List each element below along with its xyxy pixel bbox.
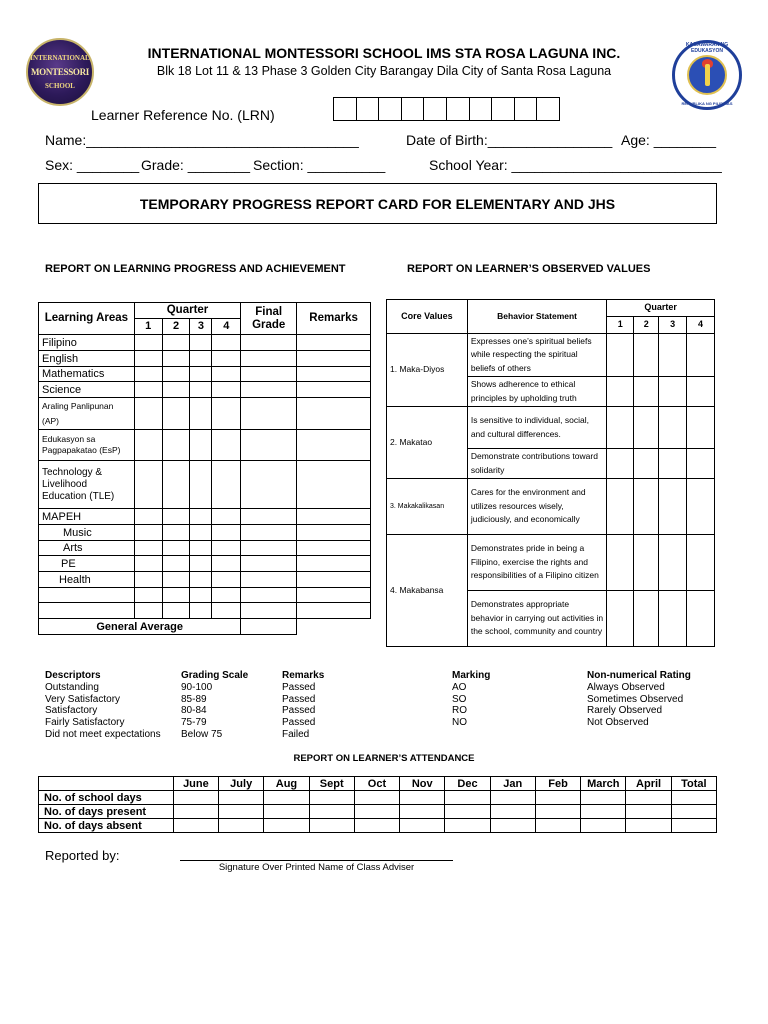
month-header: June (173, 777, 218, 791)
subject-mathematics: Mathematics (39, 367, 135, 382)
legend-item: RO (452, 705, 467, 717)
report-card-title: TEMPORARY PROGRESS REPORT CARD FOR ELEMENTARY AND JHS (38, 183, 717, 224)
general-average-label: General Average (39, 619, 241, 635)
values-q2-header: 2 (634, 317, 659, 334)
school-name: INTERNATIONAL MONTESSORI SCHOOL IMS STA ROSA LAGUNA INC. (147, 45, 621, 61)
school-days-row-label: No. of school days (39, 791, 174, 805)
age-field[interactable]: Age: ________ (621, 132, 716, 148)
month-header: Nov (400, 777, 445, 791)
marking-legend (452, 670, 490, 729)
legend-item: Fairly Satisfactory (45, 717, 125, 729)
school-logo (26, 38, 94, 106)
lrn-digit-box[interactable] (378, 97, 402, 121)
lrn-digit-box[interactable] (333, 97, 357, 121)
marking-header: Marking (452, 670, 491, 681)
subject-esp-line-2: Pagpapakatao (EsP) (42, 445, 121, 455)
non-numerical-header: Non-numerical Rating (587, 670, 691, 681)
observed-values-table (386, 299, 715, 647)
remarks-legend (282, 670, 324, 741)
legend-item: Not Observed (587, 717, 649, 729)
subject-pe: PE (39, 556, 135, 572)
subject-tle (39, 461, 135, 509)
lrn-digit-box[interactable] (401, 97, 425, 121)
legend-item: 75-79 (181, 717, 207, 729)
subject-health: Health (39, 572, 135, 588)
subject-tle-line-2: Livelihood (42, 478, 88, 490)
month-header: April (626, 777, 671, 791)
legend-item: SO (452, 693, 467, 705)
q4-header: 4 (212, 319, 241, 335)
remarks-header: Remarks (297, 303, 371, 335)
signature-line[interactable] (180, 860, 453, 861)
subject-tle-line-3: Education (TLE) (42, 490, 115, 502)
month-header: Sept (309, 777, 354, 791)
logo-text-line-2: MONTESSORI (30, 67, 89, 77)
q2-header: 2 (162, 319, 190, 335)
logo-text-line-1: INTERNATIONAL (30, 54, 90, 62)
lrn-digit-box[interactable] (446, 97, 470, 121)
behavior-statement: Cares for the environment and utilizes resources wisely, judiciously, and economically (467, 479, 607, 535)
lrn-digit-box[interactable] (491, 97, 515, 121)
deped-seal (672, 40, 742, 110)
subject-ap-line-2: (AP) (42, 415, 59, 426)
seal-top-text: KAGAWARAN NG EDUKASYON (685, 42, 729, 54)
lrn-digit-box[interactable] (423, 97, 447, 121)
lrn-digit-box[interactable] (469, 97, 493, 121)
month-header: Oct (354, 777, 399, 791)
seal-bottom-text: REPUBLIKA NG PILIPINAS (681, 101, 733, 106)
total-header: Total (671, 777, 716, 791)
values-q3-header: 3 (659, 317, 687, 334)
descriptors-legend (45, 670, 161, 741)
lrn-label: Learner Reference No. (LRN) (91, 107, 275, 123)
remarks-legend-header: Remarks (282, 670, 325, 681)
month-header: Feb (535, 777, 580, 791)
legend-item: Rarely Observed (587, 705, 663, 717)
behavior-statement: Is sensitive to individual, social, and cultural differences. (467, 407, 607, 449)
legend-item: Sometimes Observed (587, 693, 684, 705)
behavior-statement: Expresses one’s spiritual beliefs while respecting the spiritual beliefs of others (467, 333, 607, 377)
behavior-statement: Demonstrate contributions toward solidarity (467, 449, 607, 479)
subject-ap-line-1: Araling Panlipunan (42, 400, 114, 411)
school-year-field[interactable]: School Year: ___________________________ (429, 157, 722, 173)
learning-section-title: REPORT ON LEARNING PROGRESS AND ACHIEVEMENT (45, 263, 346, 275)
learning-areas-table (38, 302, 371, 635)
attendance-table (38, 776, 717, 833)
subject-esp-line-1: Edukasyon sa (42, 434, 96, 444)
subject-english: English (39, 351, 135, 367)
subject-filipino: Filipino (39, 335, 135, 351)
logo-text-line-3: SCHOOL (45, 82, 75, 90)
values-section-title: REPORT ON LEARNER’S OBSERVED VALUES (407, 263, 651, 275)
grade-field[interactable]: Grade: ________ (141, 157, 250, 173)
legend-item: AO (452, 681, 467, 693)
legend-item: Failed (282, 728, 310, 740)
lrn-input-boxes[interactable] (334, 97, 560, 121)
days-absent-row-label: No. of days absent (39, 819, 174, 833)
legend-item: Passed (282, 717, 316, 729)
dob-field[interactable]: Date of Birth:________________ (406, 132, 613, 148)
legend-item: NO (452, 717, 467, 729)
legend-item: 90-100 (181, 681, 213, 693)
core-value-maka-diyos: 1. Maka-Diyos (387, 333, 468, 407)
lrn-digit-box[interactable] (356, 97, 380, 121)
legend-item: 80-84 (181, 705, 207, 717)
lrn-digit-box[interactable] (514, 97, 538, 121)
learning-areas-header: Learning Areas (39, 303, 135, 335)
section-field[interactable]: Section: __________ (253, 157, 386, 173)
subject-tle-line-1: Technology & (42, 466, 103, 478)
final-grade-header: Final Grade (241, 303, 297, 335)
non-numerical-rating-legend (587, 670, 691, 729)
q1-header: 1 (134, 319, 162, 335)
legend-item: Did not meet expectations (45, 728, 161, 740)
subject-mapeh: MAPEH (39, 509, 135, 525)
behavior-statement: Shows adherence to ethical principles by upholding truth (467, 377, 607, 407)
legend-item: Always Observed (587, 681, 665, 693)
behavior-statement: Demonstrates appropriate behavior in carrying out activities in the school, community and country (467, 591, 607, 647)
torch-icon (687, 55, 727, 95)
legend-item: Passed (282, 705, 316, 717)
school-address: Blk 18 Lot 11 & 13 Phase 3 Golden City Barangay Dila City of Santa Rosa Laguna (156, 64, 612, 78)
legend-item: Below 75 (181, 728, 223, 740)
subject-arts: Arts (39, 541, 135, 556)
month-header: Dec (445, 777, 490, 791)
name-field[interactable]: Name:___________________________________ (45, 132, 359, 148)
subject-ap (39, 398, 135, 430)
month-header: July (219, 777, 264, 791)
month-header: Aug (264, 777, 309, 791)
grading-scale-header: Grading Scale (181, 670, 249, 681)
core-value-makakalikasan: 3. Makakalikasan (387, 479, 468, 535)
month-header: March (581, 777, 626, 791)
month-header: Jan (490, 777, 535, 791)
legend-item: 85-89 (181, 693, 207, 705)
legend-item: Passed (282, 693, 316, 705)
legend-item: Outstanding (45, 681, 99, 693)
signature-caption: Signature Over Printed Name of Class Adviser (218, 862, 415, 873)
quarter-header: Quarter (134, 303, 241, 319)
behavior-statement: Demonstrates pride in being a Filipino, exercise the rights and responsibilities of a Filipino citizen (467, 535, 607, 591)
legend-item: Satisfactory (45, 705, 98, 717)
legend-item: Very Satisfactory (45, 693, 121, 705)
lrn-digit-box[interactable] (536, 97, 560, 121)
core-value-makatao: 2. Makatao (387, 407, 468, 479)
legend-item: Passed (282, 681, 316, 693)
values-q1-header: 1 (607, 317, 634, 334)
values-quarter-header: Quarter (607, 300, 715, 317)
behavior-statement-header: Behavior Statement (467, 300, 607, 334)
core-value-makabansa: 4. Makabansa (387, 535, 468, 647)
descriptors-header: Descriptors (45, 670, 101, 681)
days-present-row-label: No. of days present (39, 805, 174, 819)
subject-esp (39, 430, 135, 461)
core-values-header: Core Values (387, 300, 468, 334)
reported-by-label: Reported by: (45, 848, 120, 863)
values-q4-header: 4 (687, 317, 715, 334)
grading-scale-legend (181, 670, 248, 741)
subject-music: Music (39, 525, 135, 541)
attendance-section-title: REPORT ON LEARNER’S ATTENDANCE (293, 753, 475, 764)
subject-science: Science (39, 382, 135, 398)
sex-field[interactable]: Sex: ________ (45, 157, 140, 173)
q3-header: 3 (190, 319, 212, 335)
